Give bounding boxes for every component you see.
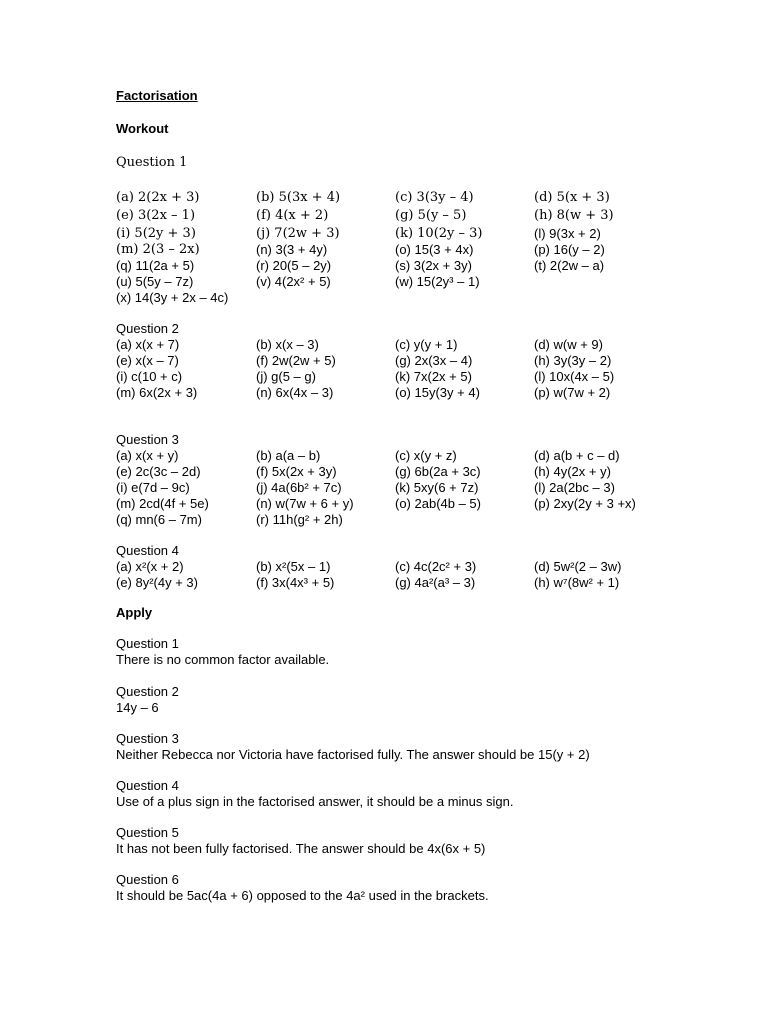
apply-question-label: Question 2 xyxy=(116,684,179,699)
answer-cell: (a) x(x + y) xyxy=(116,448,179,463)
document-page xyxy=(116,87,736,904)
answer-cell: (p) w(7w + 2) xyxy=(534,385,611,400)
q3-answers xyxy=(116,448,736,528)
answer-cell: (j) 4a(6b² + 7c) xyxy=(256,480,342,495)
apply-q5 xyxy=(116,825,736,857)
q1-answers xyxy=(116,189,736,306)
q4-answers xyxy=(116,559,736,591)
answer-cell: (e) 8y²(4y + 3) xyxy=(116,575,198,590)
answer-cell: (m) 2(3 – 2x) xyxy=(116,242,200,257)
answer-cell: (k) 7x(2x + 5) xyxy=(395,369,472,384)
answer-cell: (f) 3x(4x³ + 5) xyxy=(256,575,335,590)
apply-heading: Apply xyxy=(116,605,153,620)
answer-cell: (p) 16(y – 2) xyxy=(534,242,605,257)
answer-cell: (f) 4(x + 2) xyxy=(256,208,329,223)
answer-cell: (o) 15y(3y + 4) xyxy=(395,385,480,400)
answer-row xyxy=(116,385,736,401)
answer-cell: (j) 7(2w + 3) xyxy=(256,226,340,241)
answer-row xyxy=(116,242,736,258)
answer-cell: (m) 2cd(4f + 5e) xyxy=(116,496,209,511)
apply-question-label: Question 3 xyxy=(116,731,179,746)
answer-cell: (g) 5(y – 5) xyxy=(395,208,467,223)
answer-cell: (k) 5xy(6 + 7z) xyxy=(395,480,479,495)
apply-q4 xyxy=(116,778,736,810)
answer-cell: (h) 3y(3y – 2) xyxy=(534,353,612,368)
answer-row xyxy=(116,464,736,480)
answer-cell: (h) 8(w + 3) xyxy=(534,208,614,223)
answer-cell: (n) 3(3 + 4y) xyxy=(256,242,328,257)
answer-cell: (n) w(7w + 6 + y) xyxy=(256,496,354,511)
apply-q1 xyxy=(116,636,736,668)
answer-cell: (t) 2(2w – a) xyxy=(534,258,605,273)
workout-heading: Workout xyxy=(116,121,169,136)
answer-cell: (x) 14(3y + 2x – 4c) xyxy=(116,290,229,305)
answer-row xyxy=(116,337,736,353)
apply-q2 xyxy=(116,684,736,716)
answer-cell: (a) x(x + 7) xyxy=(116,337,180,352)
answer-cell: (i) 5(2y + 3) xyxy=(116,226,196,241)
apply-q6 xyxy=(116,872,736,904)
answer-cell: (r) 11h(g² + 2h) xyxy=(256,512,343,527)
apply-answer: It has not been fully factorised. The answer should be 4x(6x + 5) xyxy=(116,841,486,856)
apply-answer: There is no common factor available. xyxy=(116,652,330,667)
answer-cell: (e) 2c(3c – 2d) xyxy=(116,464,201,479)
answer-cell: (a) 2(2x + 3) xyxy=(116,190,200,205)
answer-row xyxy=(116,369,736,385)
answer-cell: (l) 9(3x + 2) xyxy=(534,226,601,241)
apply-question-label: Question 6 xyxy=(116,872,179,887)
answer-row xyxy=(116,189,736,207)
answer-cell: (d) a(b + c – d) xyxy=(534,448,620,463)
answer-row xyxy=(116,559,736,575)
answer-cell: (n) 6x(4x – 3) xyxy=(256,385,334,400)
answer-cell: (v) 4(2x² + 5) xyxy=(256,274,331,289)
apply-answer: Neither Rebecca nor Victoria have factorised fully. The answer should be 15(y + 2) xyxy=(116,747,590,762)
answer-cell: (m) 6x(2x + 3) xyxy=(116,385,198,400)
answer-cell: (f) 5x(2x + 3y) xyxy=(256,464,337,479)
answer-cell: (d) 5w²(2 – 3w) xyxy=(534,559,622,574)
answer-row xyxy=(116,258,736,274)
answer-cell: (j) g(5 – g) xyxy=(256,369,316,384)
answer-cell: (w) 15(2y³ – 1) xyxy=(395,274,480,289)
answer-cell: (b) a(a – b) xyxy=(256,448,321,463)
q1-label: Question 1 xyxy=(116,155,188,170)
answer-cell: (r) 20(5 – 2y) xyxy=(256,258,332,273)
answer-row xyxy=(116,290,736,306)
answer-cell: (o) 15(3 + 4x) xyxy=(395,242,474,257)
answer-cell: (a) x²(x + 2) xyxy=(116,559,184,574)
answer-row xyxy=(116,353,736,369)
answer-cell: (d) w(w + 9) xyxy=(534,337,603,352)
answer-row xyxy=(116,480,736,496)
page-title: Factorisation xyxy=(116,88,198,103)
answer-cell: (l) 10x(4x – 5) xyxy=(534,369,615,384)
answer-cell: (d) 5(x + 3) xyxy=(534,190,610,205)
answer-cell: (b) 5(3x + 4) xyxy=(256,190,341,205)
answer-cell: (q) mn(6 – 7m) xyxy=(116,512,202,527)
answer-cell xyxy=(534,274,684,290)
answer-cell: (e) 3(2x – 1) xyxy=(116,208,196,223)
apply-q3 xyxy=(116,731,736,763)
answer-row xyxy=(116,225,736,242)
apply-question-label: Question 5 xyxy=(116,825,179,840)
answer-row xyxy=(116,448,736,464)
q3-label: Question 3 xyxy=(116,432,179,447)
answer-cell: (i) c(10 + c) xyxy=(116,369,183,384)
answer-row xyxy=(116,274,736,290)
q2-answers xyxy=(116,337,736,401)
answer-cell: (e) x(x – 7) xyxy=(116,353,179,368)
answer-cell: (k) 10(2y – 3) xyxy=(395,226,483,241)
q4-label: Question 4 xyxy=(116,543,179,558)
answer-cell: (h) w⁷(8w² + 1) xyxy=(534,575,620,590)
answer-cell: (b) x(x – 3) xyxy=(256,337,319,352)
answer-cell: (c) y(y + 1) xyxy=(395,337,458,352)
answer-cell: (o) 2ab(4b – 5) xyxy=(395,496,481,511)
answer-cell: (q) 11(2a + 5) xyxy=(116,258,195,273)
answer-cell: (s) 3(2x + 3y) xyxy=(395,258,472,273)
answer-cell: (f) 2w(2w + 5) xyxy=(256,353,336,368)
answer-cell: (g) 2x(3x – 4) xyxy=(395,353,473,368)
answer-cell: (c) 4c(2c² + 3) xyxy=(395,559,477,574)
answer-cell: (g) 4a²(a³ – 3) xyxy=(395,575,476,590)
answer-cell: (h) 4y(2x + y) xyxy=(534,464,611,479)
answer-cell: (g) 6b(2a + 3c) xyxy=(395,464,481,479)
apply-answer: 14y – 6 xyxy=(116,700,159,715)
answer-row xyxy=(116,575,736,591)
answer-cell: (c) 3(3y – 4) xyxy=(395,190,474,205)
apply-answer: It should be 5ac(4a + 6) opposed to the 4a² used in the brackets. xyxy=(116,888,489,903)
apply-question-label: Question 4 xyxy=(116,778,179,793)
answer-cell: (c) x(y + z) xyxy=(395,448,457,463)
answer-cell: (b) x²(5x – 1) xyxy=(256,559,331,574)
answer-cell: (i) e(7d – 9c) xyxy=(116,480,190,495)
answer-row xyxy=(116,207,736,225)
answer-row xyxy=(116,512,736,528)
apply-answer: Use of a plus sign in the factorised answer, it should be a minus sign. xyxy=(116,794,514,809)
q2-label: Question 2 xyxy=(116,321,179,336)
apply-question-label: Question 1 xyxy=(116,636,179,651)
answer-cell: (l) 2a(2bc – 3) xyxy=(534,480,615,495)
answer-cell: (p) 2xy(2y + 3 +x) xyxy=(534,496,636,511)
answer-cell: (u) 5(5y – 7z) xyxy=(116,274,194,289)
answer-row xyxy=(116,496,736,512)
